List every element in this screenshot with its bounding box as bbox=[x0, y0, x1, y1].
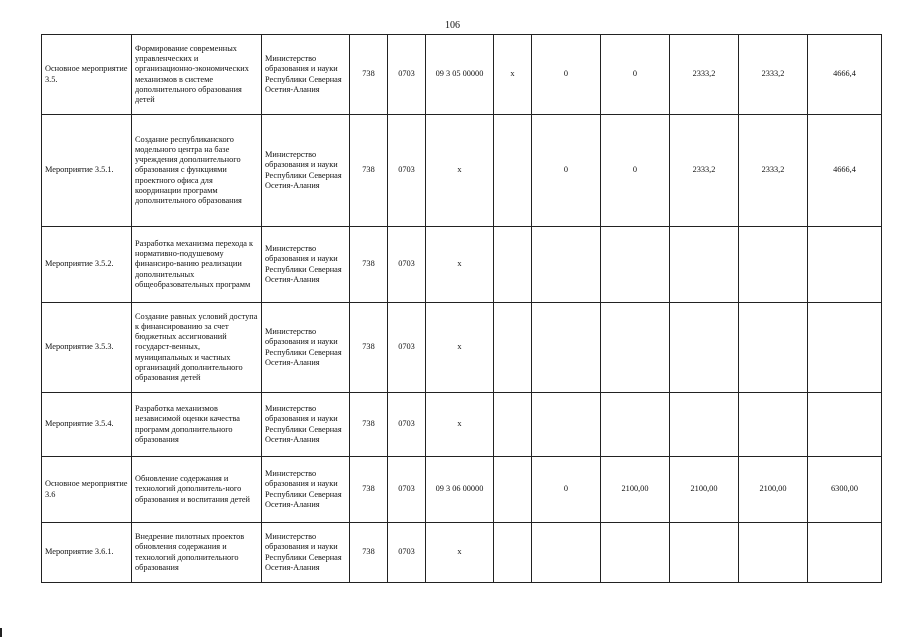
row-target-article: x bbox=[426, 303, 494, 393]
row-section-code: 0703 bbox=[388, 457, 426, 523]
table-row bbox=[42, 393, 882, 457]
row-section-code: 0703 bbox=[388, 227, 426, 303]
row-value-total bbox=[808, 523, 882, 583]
row-name: Основное мероприятие 3.5. bbox=[42, 35, 132, 115]
row-value-total: 4666,4 bbox=[808, 115, 882, 227]
row-responsible: Министерство образования и науки Республики Северная Осетия-Алания bbox=[262, 393, 350, 457]
row-section-code: 0703 bbox=[388, 115, 426, 227]
row-value-total: 4666,4 bbox=[808, 35, 882, 115]
row-name: Мероприятие 3.5.3. bbox=[42, 303, 132, 393]
row-value-year-2 bbox=[601, 523, 670, 583]
row-value-year-2: 0 bbox=[601, 35, 670, 115]
row-value-year-2 bbox=[601, 393, 670, 457]
row-value-year-2 bbox=[601, 303, 670, 393]
row-expense-type bbox=[494, 227, 532, 303]
row-description: Формирование современных управленческих и организационно-экономических механизмов в системе дополнительного образования детей bbox=[132, 35, 262, 115]
row-grbs-code: 738 bbox=[350, 35, 388, 115]
row-responsible: Министерство образования и науки Республики Северная Осетия-Алания bbox=[262, 227, 350, 303]
row-value-year-3 bbox=[670, 393, 739, 457]
row-expense-type bbox=[494, 115, 532, 227]
row-grbs-code: 738 bbox=[350, 227, 388, 303]
row-value-year-4 bbox=[739, 303, 808, 393]
row-value-year-1 bbox=[532, 393, 601, 457]
row-value-year-1 bbox=[532, 227, 601, 303]
row-expense-type bbox=[494, 457, 532, 523]
row-section-code: 0703 bbox=[388, 393, 426, 457]
row-value-total bbox=[808, 303, 882, 393]
row-expense-type bbox=[494, 303, 532, 393]
row-name: Мероприятие 3.6.1. bbox=[42, 523, 132, 583]
row-value-year-4 bbox=[739, 523, 808, 583]
row-value-year-3 bbox=[670, 523, 739, 583]
table-row bbox=[42, 457, 882, 523]
row-value-year-1 bbox=[532, 303, 601, 393]
row-name: Мероприятие 3.5.1. bbox=[42, 115, 132, 227]
page-number: 106 bbox=[445, 20, 460, 31]
row-responsible: Министерство образования и науки Республики Северная Осетия-Алания bbox=[262, 115, 350, 227]
row-value-year-3 bbox=[670, 227, 739, 303]
row-description: Внедрение пилотных проектов обновления содержания и технологий дополнительного образования bbox=[132, 523, 262, 583]
row-grbs-code: 738 bbox=[350, 523, 388, 583]
row-value-year-4: 2333,2 bbox=[739, 115, 808, 227]
table-row bbox=[42, 115, 882, 227]
row-grbs-code: 738 bbox=[350, 115, 388, 227]
row-expense-type bbox=[494, 393, 532, 457]
row-value-total bbox=[808, 393, 882, 457]
row-grbs-code: 738 bbox=[350, 303, 388, 393]
row-value-year-2: 0 bbox=[601, 115, 670, 227]
row-target-article: x bbox=[426, 393, 494, 457]
row-target-article: x bbox=[426, 115, 494, 227]
table-row bbox=[42, 303, 882, 393]
budget-table bbox=[41, 34, 882, 583]
row-target-article: x bbox=[426, 227, 494, 303]
scan-edge-mark bbox=[0, 628, 2, 637]
row-name: Основное мероприятие 3.6 bbox=[42, 457, 132, 523]
row-name: Мероприятие 3.5.4. bbox=[42, 393, 132, 457]
row-responsible: Министерство образования и науки Республики Северная Осетия-Алания bbox=[262, 523, 350, 583]
row-responsible: Министерство образования и науки Республики Северная Осетия-Алания bbox=[262, 303, 350, 393]
row-name: Мероприятие 3.5.2. bbox=[42, 227, 132, 303]
row-responsible: Министерство образования и науки Республики Северная Осетия-Алания bbox=[262, 457, 350, 523]
row-description: Разработка механизма перехода к нормативно-подушевому финансиро-ванию реализации дополнительных общеобразовательных программ bbox=[132, 227, 262, 303]
row-value-year-2 bbox=[601, 227, 670, 303]
row-expense-type: x bbox=[494, 35, 532, 115]
row-value-year-1: 0 bbox=[532, 457, 601, 523]
row-value-year-3: 2333,2 bbox=[670, 115, 739, 227]
row-value-year-4 bbox=[739, 393, 808, 457]
row-value-total: 6300,00 bbox=[808, 457, 882, 523]
row-target-article: 09 3 05 00000 bbox=[426, 35, 494, 115]
row-section-code: 0703 bbox=[388, 35, 426, 115]
row-expense-type bbox=[494, 523, 532, 583]
table-body bbox=[42, 35, 882, 583]
row-target-article: x bbox=[426, 523, 494, 583]
row-description: Обновление содержания и технологий дополнитель-ного образования и воспитания детей bbox=[132, 457, 262, 523]
row-section-code: 0703 bbox=[388, 523, 426, 583]
row-value-year-1: 0 bbox=[532, 115, 601, 227]
row-value-year-4: 2333,2 bbox=[739, 35, 808, 115]
table-row bbox=[42, 523, 882, 583]
row-value-year-4: 2100,00 bbox=[739, 457, 808, 523]
row-value-year-1 bbox=[532, 523, 601, 583]
row-grbs-code: 738 bbox=[350, 393, 388, 457]
row-value-year-3 bbox=[670, 303, 739, 393]
row-target-article: 09 3 06 00000 bbox=[426, 457, 494, 523]
table-row bbox=[42, 227, 882, 303]
row-grbs-code: 738 bbox=[350, 457, 388, 523]
row-section-code: 0703 bbox=[388, 303, 426, 393]
row-value-year-2: 2100,00 bbox=[601, 457, 670, 523]
row-value-year-4 bbox=[739, 227, 808, 303]
table-row bbox=[42, 35, 882, 115]
row-description: Создание равных условий доступа к финансированию за счет бюджетных ассигнований государст-венных, муниципальных и частных организаций дополнительного образования детей bbox=[132, 303, 262, 393]
row-value-year-3: 2333,2 bbox=[670, 35, 739, 115]
row-value-year-3: 2100,00 bbox=[670, 457, 739, 523]
row-value-total bbox=[808, 227, 882, 303]
row-responsible: Министерство образования и науки Республики Северная Осетия-Алания bbox=[262, 35, 350, 115]
row-value-year-1: 0 bbox=[532, 35, 601, 115]
row-description: Создание республиканского модельного центра на базе учреждения дополнительного образования с функциями проектного офиса для координации программ дополнительного образования bbox=[132, 115, 262, 227]
row-description: Разработка механизмов независимой оценки качества программ дополнительного образования bbox=[132, 393, 262, 457]
